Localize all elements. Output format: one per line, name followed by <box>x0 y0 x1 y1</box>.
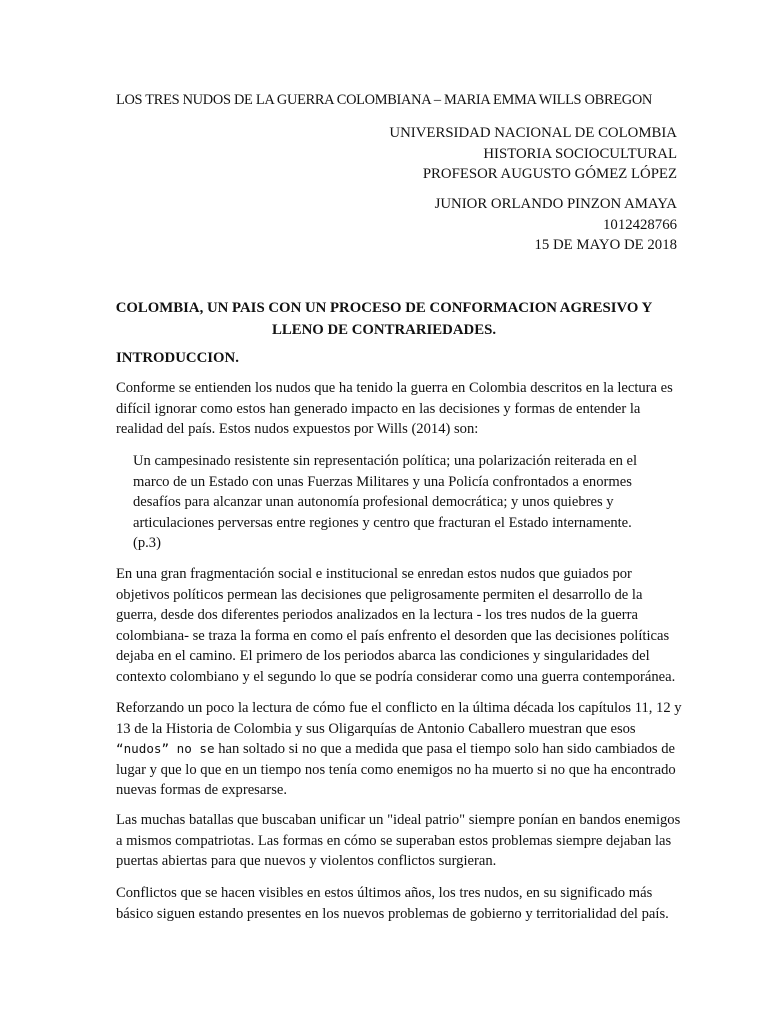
document-date: 15 DE MAYO DE 2018 <box>534 237 677 253</box>
paragraph-line: dejaba en el camino. El primero de los periodos abarca las condiciones y singularidades del <box>116 648 650 665</box>
course-name: HISTORIA SOCIOCULTURAL <box>483 145 677 162</box>
paragraph-line <box>116 739 688 760</box>
paragraph-line: 13 de la Historia de Colombia y sus Oligarquías de Antonio Caballero muestran que esos <box>116 720 636 737</box>
paragraph-line: difícil ignorar como estos han generado impacto en las decisiones y formas de entender la <box>116 400 641 417</box>
professor-name: PROFESOR AUGUSTO GÓMEZ LÓPEZ <box>422 166 677 182</box>
paragraph-line: realidad del país. Estos nudos expuestos por Wills (2014) son: <box>116 421 479 438</box>
paragraph-line: Conforme se entienden los nudos que ha tenido la guerra en Colombia descritos en la lectura es <box>116 380 673 396</box>
paragraph-batallas <box>116 810 688 872</box>
document-title: LOS TRES NUDOS DE LA GUERRA COLOMBIANA – MARIA EMMA WILLS OBREGON <box>115 92 653 108</box>
paragraph-line: lugar y que lo que en un tiempo nos tenía como enemigos no ha muerto si no que ha encontrado <box>116 761 676 778</box>
quote-line: desafíos para alcanzar unan autonomía profesional democrática; y unos quiebres y <box>133 494 614 511</box>
essay-title-line: COLOMBIA, UN PAIS CON UN PROCESO DE CONFORMACION AGRESIVO Y <box>115 300 653 316</box>
essay-title <box>96 297 672 341</box>
quote-line: articulaciones perversas entre regiones y centro que fracturan el Estado internamente. <box>133 514 632 531</box>
quote-line: (p.3) <box>133 535 161 552</box>
paragraph-line: básico siguen estando presentes en los nuevos problemas de gobierno y territorialidad del país. <box>116 905 669 922</box>
paragraph-line: puertas abiertas para que nuevos y violentos conflictos surgieran. <box>116 853 497 870</box>
paragraph-line-rest: han soltado si no que a medida que pasa el tiempo solo han sido cambiados de <box>214 741 675 758</box>
paragraph-line: a mismos compatriotas. Las formas en cómo se superaban estos problemas siempre dejaban las <box>116 832 672 849</box>
author-block <box>435 194 677 256</box>
paragraph-intro <box>116 378 688 440</box>
quoted-term: “nudos” no se <box>116 741 215 757</box>
paragraph-conflictos <box>116 883 688 924</box>
quote-line: marco de un Estado con unas Fuerzas Militares y una Policía confrontados a enormes <box>133 473 632 490</box>
university-name: UNIVERSIDAD NACIONAL DE COLOMBIA <box>389 125 677 141</box>
student-id: 1012428766 <box>603 216 677 233</box>
paragraph-line: guerra, desde dos diferentes periodos analizados en la lectura - los tres nudos de la guerra <box>116 607 638 624</box>
paragraph-line: nuevas formas de expresarse. <box>116 782 287 799</box>
paragraph-line: Reforzando un poco la lectura de cómo fue el conflicto en la última década los capítulos 11, 12 y <box>116 700 682 716</box>
paragraph-line: contexto colombiano y el segundo lo que se podría considerar como una guerra contemporánea. <box>116 668 676 685</box>
student-name: JUNIOR ORLANDO PINZON AMAYA <box>434 196 677 212</box>
paragraph-line: Conflictos que se hacen visibles en estos últimos años, los tres nudos, en su significado más <box>116 885 653 901</box>
quote-line: Un campesinado resistente sin representación política; una polarización reiterada en el <box>133 453 638 469</box>
paragraph-line: colombiana- se traza la forma en como el país enfrento el desorden que las decisiones políticas <box>116 627 670 644</box>
institution-block <box>389 123 677 185</box>
essay-title-line: LLENO DE CONTRARIEDADES. <box>271 322 497 338</box>
paragraph-fragmentation <box>116 564 688 688</box>
paragraph-caballero <box>116 698 688 801</box>
paragraph-line: objetivos políticos permean las decisiones que peligrosamente permiten el desarrollo de la <box>116 586 643 603</box>
section-heading: INTRODUCCION. <box>116 350 239 366</box>
paragraph-line: En una gran fragmentación social e institucional se enredan estos nudos que guiados por <box>116 566 632 582</box>
paragraph-line: Las muchas batallas que buscaban unificar un "ideal patrio" siempre ponían en bandos enemigos <box>116 812 681 828</box>
block-quote <box>133 451 669 554</box>
